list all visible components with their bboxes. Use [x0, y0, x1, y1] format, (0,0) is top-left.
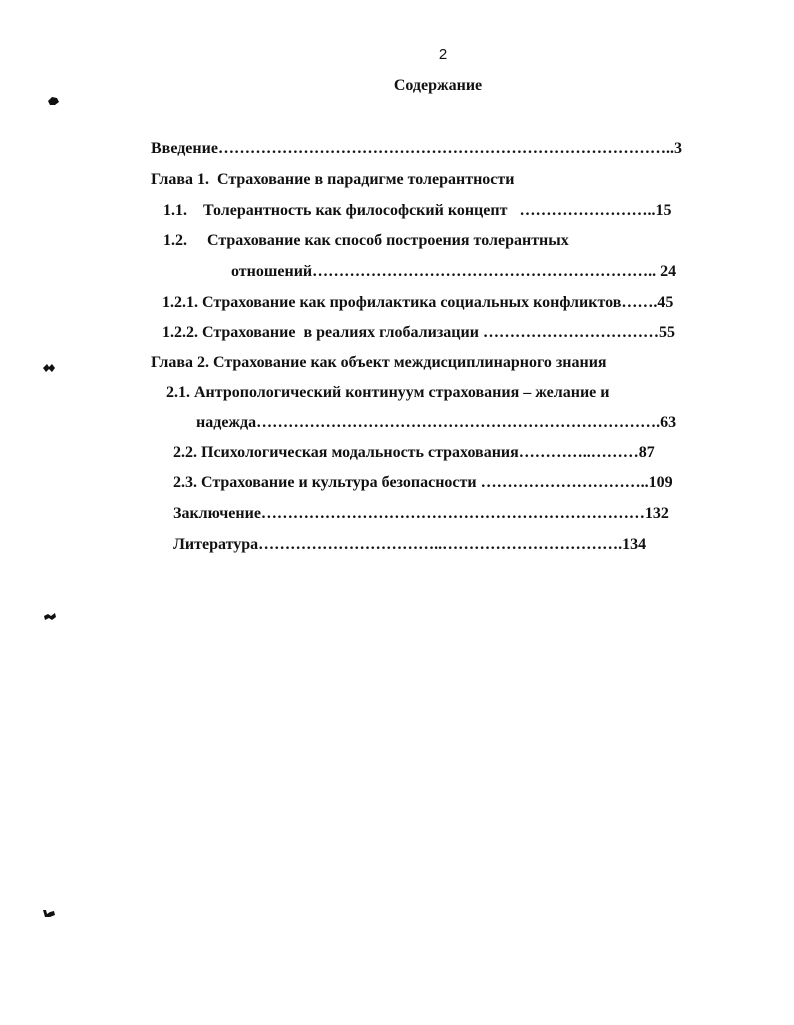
- toc-entry-1-2: 1.2. Страхование как способ построения толерантных: [163, 232, 569, 249]
- toc-entry-2-1-cont: надежда………………………………………………………………….63: [196, 414, 677, 431]
- punch-mark-icon: [42, 908, 56, 918]
- toc-entry-1-1: 1.1. Толерантность как философский концепт ……………………..15: [163, 202, 672, 219]
- toc-entry-1-2-1: 1.2.1. Страхование как профилактика социальных конфликтов…….45: [162, 294, 674, 311]
- punch-mark-icon: [42, 363, 56, 373]
- toc-entry-1-2-2: 1.2.2. Страхование в реалиях глобализации ……………………………55: [162, 324, 675, 341]
- toc-entry-conclusion: Заключение………………………………………………………………132: [173, 505, 669, 522]
- toc-entry-2-3: 2.3. Страхование и культура безопасности …………………………..109: [173, 474, 673, 491]
- toc-entry-2-2: 2.2. Психологическая модальность страхования…………..………87: [173, 444, 655, 461]
- toc-entry-chapter-2: Глава 2. Страхование как объект междисциплинарного знания: [151, 354, 607, 371]
- toc-entry-chapter-1: Глава 1. Страхование в парадигме толерантности: [151, 171, 515, 188]
- page-number: 2: [438, 46, 448, 63]
- toc-entry-references: Литература……………………………..…………………………….134: [173, 536, 647, 553]
- toc-heading: Содержание: [393, 77, 483, 94]
- toc-entry-1-2-cont: отношений……………………………………………………….. 24: [231, 263, 677, 280]
- punch-mark-icon: [43, 612, 57, 622]
- toc-entry-2-1: 2.1. Антропологический континуум страхования – желание и: [166, 384, 610, 401]
- punch-mark-icon: [46, 96, 60, 106]
- toc-entry-intro: Введение…………………………………………………………………………..3: [151, 140, 682, 157]
